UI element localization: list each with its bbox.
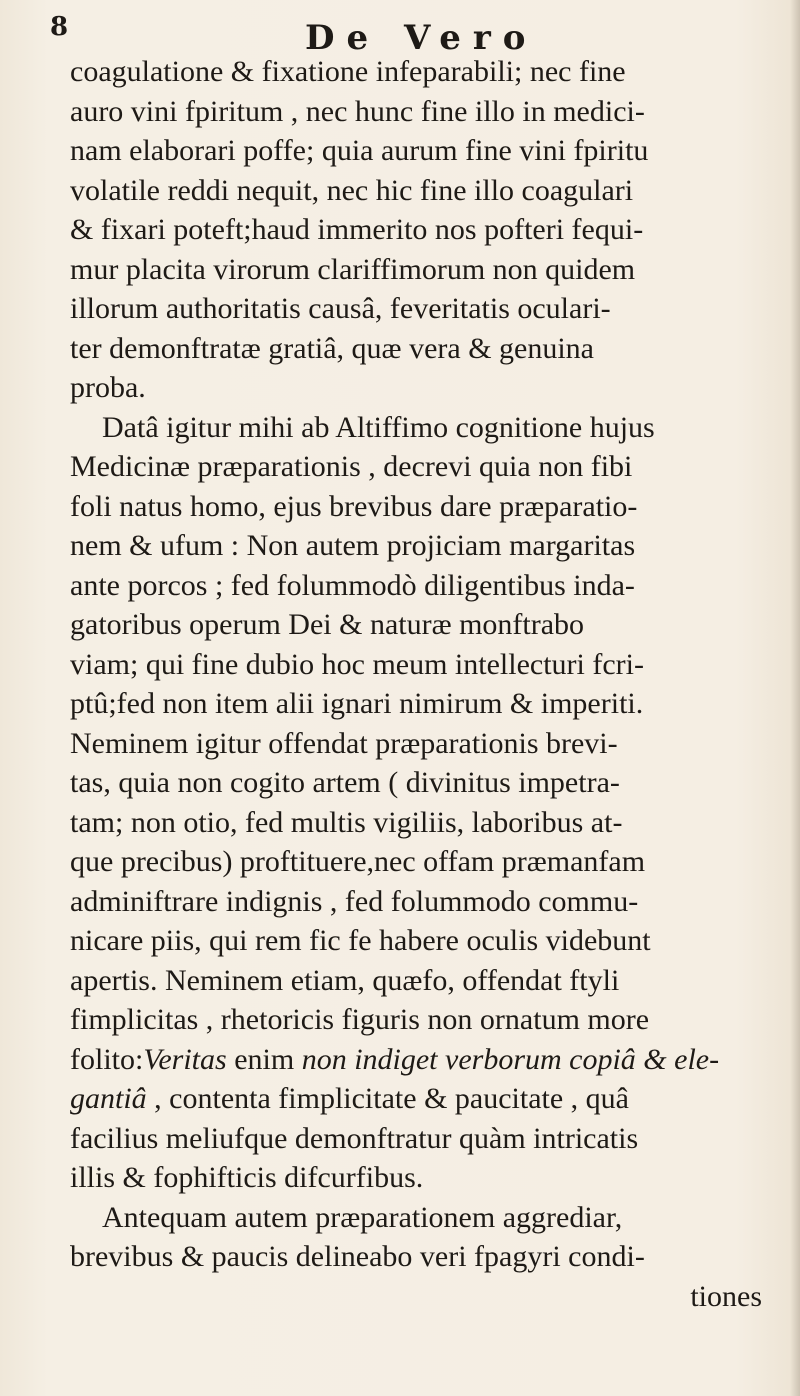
- text-run: folito:: [70, 1042, 144, 1076]
- text-line: nam elaborari poffe; quia aurum fine vini fpiritu: [70, 134, 649, 167]
- running-title: De Vero: [305, 18, 538, 58]
- page-number: 8: [50, 12, 69, 42]
- text-line: Medicinæ præparationis , decrevi quia non fibi: [70, 450, 633, 483]
- text-line: [70, 1040, 770, 1080]
- paragraph-start-line: Antequam autem præparationem aggrediar,: [102, 1200, 623, 1234]
- text-line: volatile reddi nequit, nec hic fine illo coagulari: [70, 173, 634, 207]
- catchword-line: tiones: [690, 1279, 762, 1313]
- text-line: facilius meliufque demonftratur quàm intricatis: [70, 1121, 639, 1155]
- text-line: apertis. Neminem etiam, quæfo, offendat ftyli: [70, 963, 620, 997]
- text-line: Neminem igitur offendat præparationis brevi-: [70, 726, 618, 760]
- text-line: tas, quia non cogito artem ( divinitus impetra-: [70, 766, 620, 799]
- text-line: brevibus & paucis delineabo veri fpagyri condi-: [70, 1240, 645, 1273]
- text-line: [70, 1079, 770, 1119]
- text-line: mur placita virorum clariffimorum non quidem: [70, 252, 636, 286]
- text-line: & fixari poteft;haud immerito nos pofteri fequi-: [70, 213, 644, 246]
- body-text: [70, 52, 770, 1316]
- text-run: , contenta fimplicitate & paucitate , quâ: [154, 1082, 629, 1115]
- text-run: enim: [234, 1042, 295, 1076]
- text-line: tam; non otio, fed multis vigiliis, laboribus at-: [70, 805, 623, 839]
- text-line: viam; qui fine dubio hoc meum intellecturi fcri-: [70, 647, 644, 681]
- text-line: nicare piis, qui rem fic fe habere oculis videbunt: [70, 924, 651, 957]
- text-line: ante porcos ; fed folummodò diligentibus inda-: [70, 568, 635, 602]
- text-line: foli natus homo, ejus brevibus dare præparatio-: [70, 489, 638, 523]
- text-line: illorum authoritatis causâ, feveritatis oculari-: [70, 292, 611, 325]
- text-line: nem & ufum : Non autem projiciam margaritas: [70, 529, 636, 562]
- text-line: gatoribus operum Dei & naturæ monftrabo: [70, 608, 585, 641]
- page-edge-shadow: [790, 0, 800, 1396]
- italic-run: gantiâ: [70, 1082, 147, 1115]
- text-line: fimplicitas , rhetoricis figuris non ornatum more: [70, 1003, 650, 1036]
- paragraph-start-line: Datâ igitur mihi ab Altiffimo cognitione hujus: [102, 410, 655, 444]
- text-line: proba.: [70, 371, 146, 404]
- text-line: adminiftrare indignis , fed folummodo commu-: [70, 884, 639, 918]
- text-line: coagulatione & fixatione infeparabili; nec fine: [70, 55, 626, 88]
- text-line: auro vini fpiritum , nec hunc fine illo in medici-: [70, 94, 645, 128]
- text-line: illis & fophifticis difcurfibus.: [70, 1161, 424, 1194]
- italic-run: Veritas: [143, 1042, 227, 1076]
- text-line: ptû;fed non item alii ignari nimirum & imperiti.: [70, 687, 644, 720]
- italic-run: non indiget verborum copiâ & ele-: [301, 1042, 720, 1076]
- text-line: que precibus) proftituere,nec offam præmanfam: [70, 845, 646, 878]
- text-line: ter demonftratæ gratiâ, quæ vera & genuina: [70, 331, 594, 365]
